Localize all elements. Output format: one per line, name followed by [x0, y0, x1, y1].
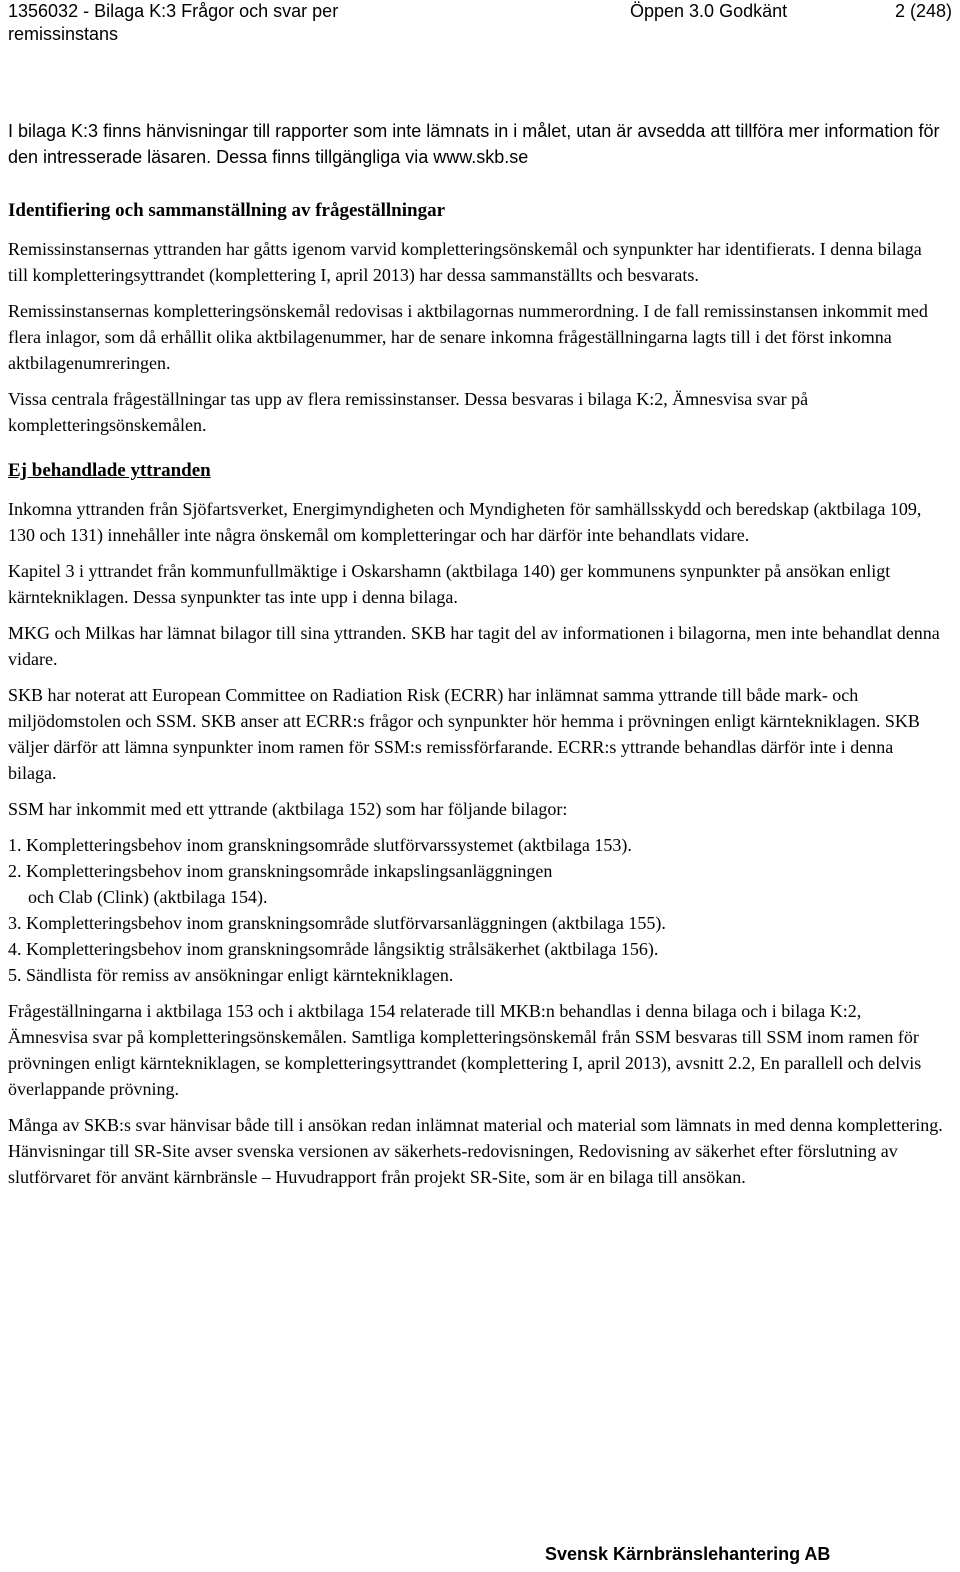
paragraph: SSM har inkommit med ett yttrande (aktbilaga 152) som har följande bilagor:: [8, 799, 568, 819]
list-item: 2. Kompletteringsbehov inom granskningsområde inkapslingsanläggningen och Clab (Clink) (aktbilaga 154).: [8, 861, 553, 907]
paragraph: MKG och Milkas har lämnat bilagor till sina yttranden. SKB har tagit del av informationen i bilagorna, men inte behandlat denna vidare.: [8, 623, 940, 669]
page-number: 2 (248): [894, 1, 952, 21]
paragraph: Frågeställningarna i aktbilaga 153 och i aktbilaga 154 relaterade till MKB:n behandlas i denna bilaga och i bilaga K:2, Ämnesvisa svar på kompletteringsönskemålen. Samtliga kompletteringsönskemål från SSM besvaras till SSM inom ramen för prövningen enligt kärntekniklagen, se kompletteringsyttrandet (komplettering I, april 2013), avsnitt 2.2, En parallell och delvis överlappande prövning.: [8, 1001, 922, 1099]
document-status: Öppen 3.0 Godkänt: [630, 1, 788, 21]
paragraph: Många av SKB:s svar hänvisar både till i ansökan redan inlämnat material och material som lämnats in med denna komplettering. Hänvisningar till SR-Site avser svenska versionen av säkerhets-redovisningen, Redovisning av säkerhet efter förslutning av slutförvaret för använt kärnbränsle – Huvudrapport från projekt SR-Site, som är en bilaga till ansökan.: [8, 1115, 943, 1187]
paragraph: Vissa centrala frågeställningar tas upp av flera remissinstanser. Dessa besvaras i bilaga K:2, Ämnesvisa svar på kompletteringsönskemålen.: [8, 389, 809, 435]
list-item-continuation: och Clab (Clink) (aktbilaga 154).: [28, 887, 268, 907]
company-footer: Svensk Kärnbränslehantering AB: [545, 1544, 831, 1564]
section-heading-untreated: Ej behandlade yttranden: [8, 460, 211, 481]
document-body: [8, 118, 944, 1200]
section-heading-identification: Identifiering och sammanställning av frågeställningar: [8, 200, 446, 221]
paragraph: Remissinstansernas yttranden har gåtts igenom varvid kompletteringsönskemål och synpunkter har identifierats. I denna bilaga till kompletteringsyttrandet (komplettering I, april 2013) har dessa sammanställts och besvarats.: [8, 239, 922, 285]
document-title: 1356032 - Bilaga K:3 Frågor och svar per remissinstans: [8, 1, 339, 44]
paragraph: Remissinstansernas kompletteringsönskemål redovisas i aktbilagornas nummerordning. I de fall remissinstansen inkommit med flera inlagor, som då erhållit olika aktbilagenummer, har de senare inkomna frågeställningarna lagts till i det först inkomna aktbilagenumreringen.: [8, 301, 928, 373]
paragraph: SKB har noterat att European Committee on Radiation Risk (ECRR) har inlämnat samma yttrande till både mark- och miljödomstolen och SSM. SKB anser att ECRR:s frågor och synpunkter hör hemma i prövningen enligt kärntekniklagen. SKB väljer därför att lämna synpunkter inom ramen för SSM:s remissförfarande. ECRR:s yttrande behandlas därför inte i denna bilaga.: [8, 685, 920, 783]
list-item: 5. Sändlista för remiss av ansökningar enligt kärntekniklagen.: [8, 965, 454, 985]
list-item: 4. Kompletteringsbehov inom granskningsområde långsiktig strålsäkerhet (aktbilaga 156).: [8, 939, 659, 959]
intro-paragraph: I bilaga K:3 finns hänvisningar till rapporter som inte lämnats in i målet, utan är avsedda att tillföra mer information för den intresserade läsaren. Dessa finns tillgängliga via www.skb.se: [8, 121, 940, 167]
paragraph: Kapitel 3 i yttrandet från kommunfullmäktige i Oskarshamn (aktbilaga 140) ger kommunens synpunkter på ansökan enligt kärntekniklagen. Dessa synpunkter tas inte upp i denna bilaga.: [8, 561, 891, 607]
list-item: 3. Kompletteringsbehov inom granskningsområde slutförvarsanläggningen (aktbilaga 155).: [8, 913, 666, 933]
paragraph: Inkomna yttranden från Sjöfartsverket, Energimyndigheten och Myndigheten för samhällsskydd och beredskap (aktbilaga 109, 130 och 131) innehåller inte några önskemål om kompletteringar och har därför inte behandlats vidare.: [8, 499, 922, 545]
ssm-attachment-list: [8, 832, 944, 988]
list-item: 1. Kompletteringsbehov inom granskningsområde slutförvarssystemet (aktbilaga 153).: [8, 835, 632, 855]
page-header: [8, 0, 952, 46]
